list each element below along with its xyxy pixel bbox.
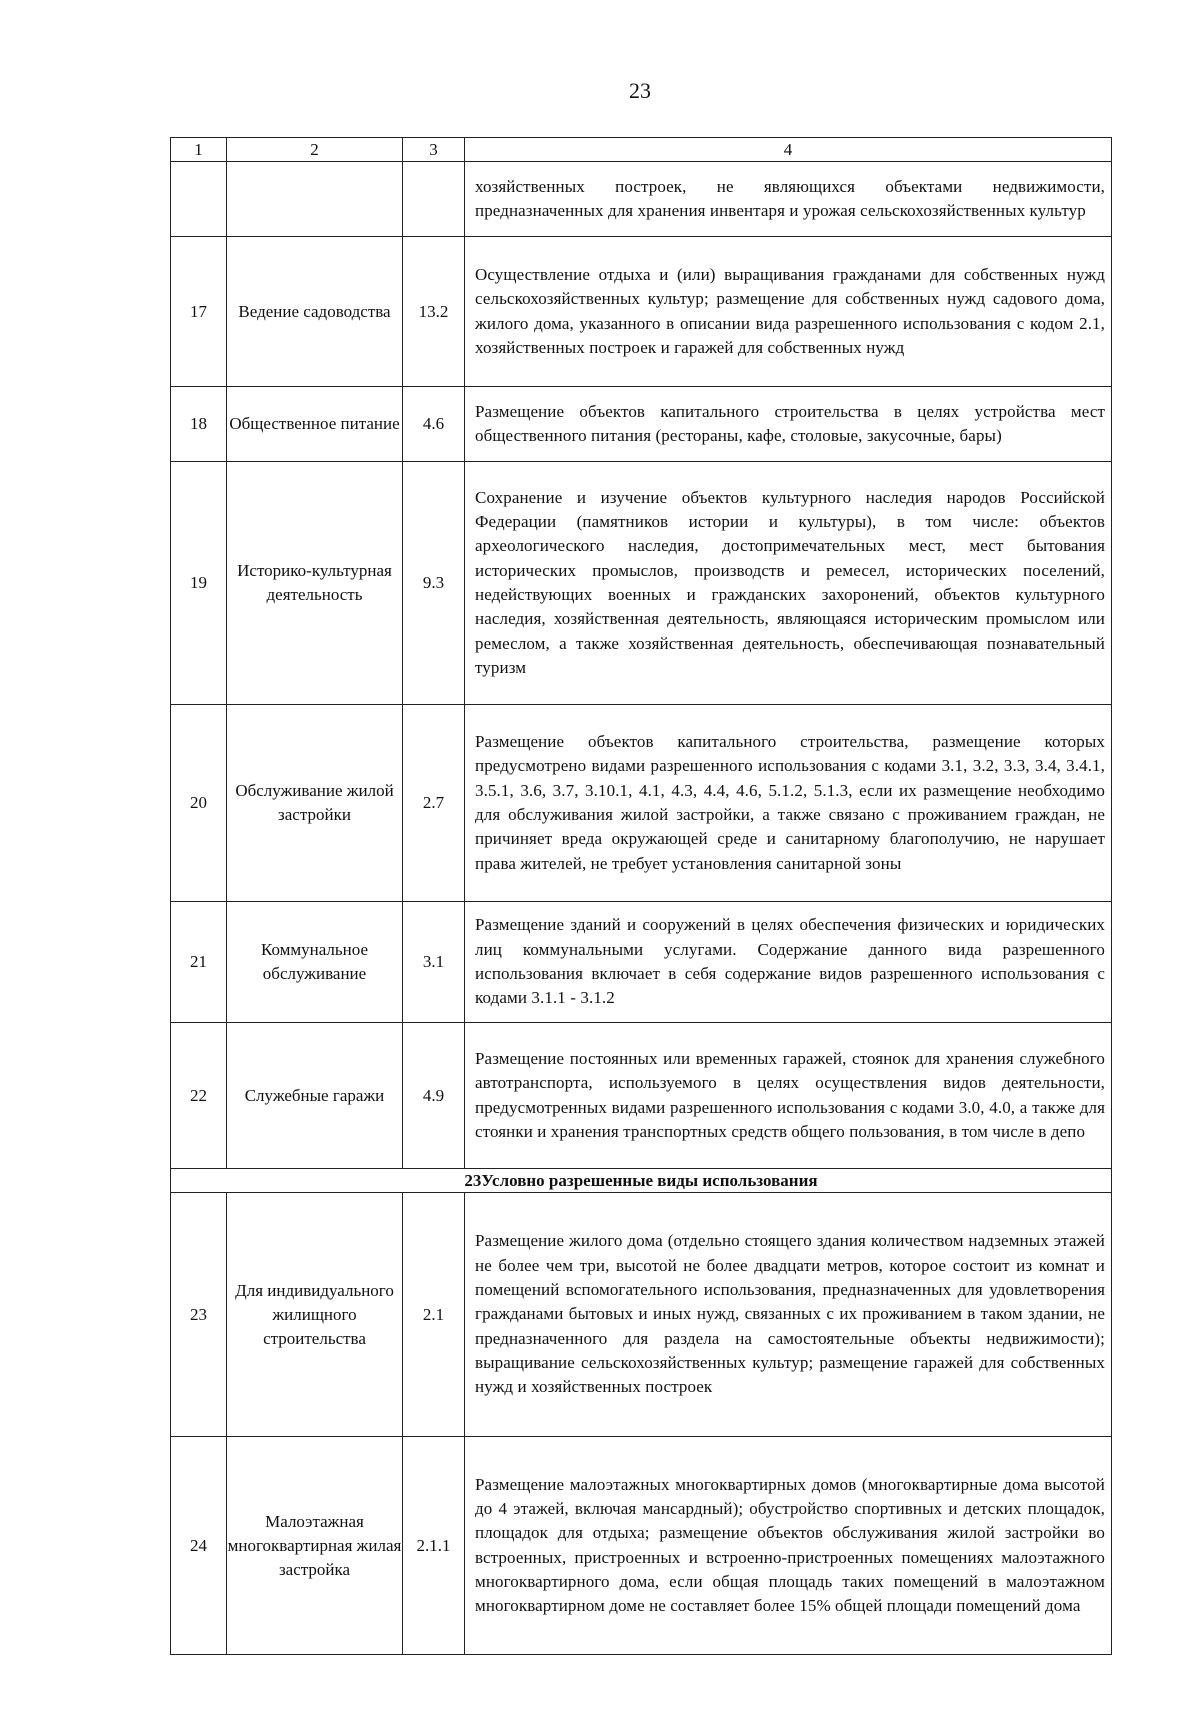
use-type-name: Обслуживание жилой застройки xyxy=(227,705,403,902)
table-row xyxy=(171,462,1112,705)
use-type-description: Осуществление отдыха и (или) выращивания гражданами для собственных нужд сельскохозяйственных культур; размещение для собственных нужд садового дома, жилого дома, указанного в описании вида разрешенного использования с кодом 2.1, хозяйственных построек и гаражей для собственных нужд xyxy=(465,237,1112,387)
use-type-code: 2.1 xyxy=(403,1193,465,1437)
header-col-2: 2 xyxy=(227,138,403,162)
row-number: 19 xyxy=(171,462,227,705)
use-type-description: Размещение жилого дома (отдельно стоящего здания количеством надземных этажей не более чем три, высотой не более двадцати метров, которое состоит из комнат и помещений вспомогательного использования, предназначенных для удовлетворения гражданами бытовых и иных нужд, связанных с их проживанием в таком здании, не предназначенного для раздела на самостоятельные объекты недвижимости); выращивание сельскохозяйственных культур; размещение гаражей для собственных нужд и хозяйственных построек xyxy=(465,1193,1112,1437)
row-number: 23 xyxy=(171,1193,227,1437)
header-col-1: 1 xyxy=(171,138,227,162)
land-use-table xyxy=(170,137,1112,1655)
section-heading: 23Условно разрешенные виды использования xyxy=(171,1169,1112,1193)
row-number: 24 xyxy=(171,1437,227,1655)
table-row xyxy=(171,902,1112,1023)
use-type-name: Коммунальное обслуживание xyxy=(227,902,403,1023)
use-type-code: 4.9 xyxy=(403,1023,465,1169)
use-type-description: Размещение малоэтажных многоквартирных домов (многоквартирные дома высотой до 4 этажей, включая мансардный); обустройство спортивных и детских площадок, площадок для отдыха; размещение объектов обслуживания жилой застройки во встроенных, пристроенных и встроенно-пристроенных помещениях малоэтажного многоквартирного дома, если общая площадь таких помещений в малоэтажном многоквартирном доме не составляет более 15% общей площади помещений дома xyxy=(465,1437,1112,1655)
header-row xyxy=(171,138,1112,162)
use-type-name: Для индивидуального жилищного строительства xyxy=(227,1193,403,1437)
row-number: 18 xyxy=(171,387,227,462)
header-col-3: 3 xyxy=(403,138,465,162)
use-type-description: Размещение объектов капитального строительства в целях устройства мест общественного питания (рестораны, кафе, столовые, закусочные, бары) xyxy=(465,387,1112,462)
use-type-name: Служебные гаражи xyxy=(227,1023,403,1169)
table-row xyxy=(171,1437,1112,1655)
table-row xyxy=(171,705,1112,902)
use-type-name: Малоэтажная многоквартирная жилая застройка xyxy=(227,1437,403,1655)
row-number: 22 xyxy=(171,1023,227,1169)
table-row xyxy=(171,1023,1112,1169)
row-number: 20 xyxy=(171,705,227,902)
use-type-name: Общественное питание xyxy=(227,387,403,462)
row-number: 17 xyxy=(171,237,227,387)
use-type-description: Размещение зданий и сооружений в целях обеспечения физических и юридических лиц коммунальными услугами. Содержание данного вида разрешенного использования включает в себя содержание видов разрешенного использования с кодами 3.1.1 - 3.1.2 xyxy=(465,902,1112,1023)
section-heading-row xyxy=(171,1169,1112,1193)
use-type-description: Размещение постоянных или временных гаражей, стоянок для хранения служебного автотранспорта, используемого в целях осуществления видов деятельности, предусмотренных видами разрешенного использования с кодами 3.0, 4.0, а также для стоянки и хранения транспортных средств общего пользования, в том числе в депо xyxy=(465,1023,1112,1169)
use-type-code: 4.6 xyxy=(403,387,465,462)
use-type-description: Сохранение и изучение объектов культурного наследия народов Российской Федерации (памятников истории и культуры), в том числе: объектов археологического наследия, достопримечательных мест, мест бытования исторических промыслов, производств и ремесел, исторических поселений, недействующих военных и гражданских захоронений, объектов культурного наследия, хозяйственная деятельность, являющаяся историческим промыслом или ремеслом, а также хозяйственная деятельность, обеспечивающая познавательный туризм xyxy=(465,462,1112,705)
row-number xyxy=(171,162,227,237)
use-type-description: хозяйственных построек, не являющихся объектами недвижимости, предназначенных для хранения инвентаря и урожая сельскохозяйственных культур xyxy=(465,162,1112,237)
header-col-4: 4 xyxy=(465,138,1112,162)
use-type-name xyxy=(227,162,403,237)
use-type-description: Размещение объектов капитального строительства, размещение которых предусмотрено видами разрешенного использования с кодами 3.1, 3.2, 3.3, 3.4, 3.4.1, 3.5.1, 3.6, 3.7, 3.10.1, 4.1, 4.3, 4.4, 4.6, 5.1.2, 5.1.3, если их размещение необходимо для обслуживания жилой застройки, а также связано с проживанием граждан, не причиняет вреда окружающей среде и санитарному благополучию, не нарушает права жителей, не требует установления санитарной зоны xyxy=(465,705,1112,902)
use-type-code: 9.3 xyxy=(403,462,465,705)
table-row xyxy=(171,1193,1112,1437)
use-type-code: 13.2 xyxy=(403,237,465,387)
use-type-code xyxy=(403,162,465,237)
use-type-code: 2.1.1 xyxy=(403,1437,465,1655)
table-row xyxy=(171,387,1112,462)
table-row xyxy=(171,237,1112,387)
use-type-code: 2.7 xyxy=(403,705,465,902)
page-number: 23 xyxy=(629,78,651,103)
row-number: 21 xyxy=(171,902,227,1023)
use-type-name: Ведение садоводства xyxy=(227,237,403,387)
table-row xyxy=(171,162,1112,237)
use-type-code: 3.1 xyxy=(403,902,465,1023)
use-type-name: Историко-культурная деятельность xyxy=(227,462,403,705)
